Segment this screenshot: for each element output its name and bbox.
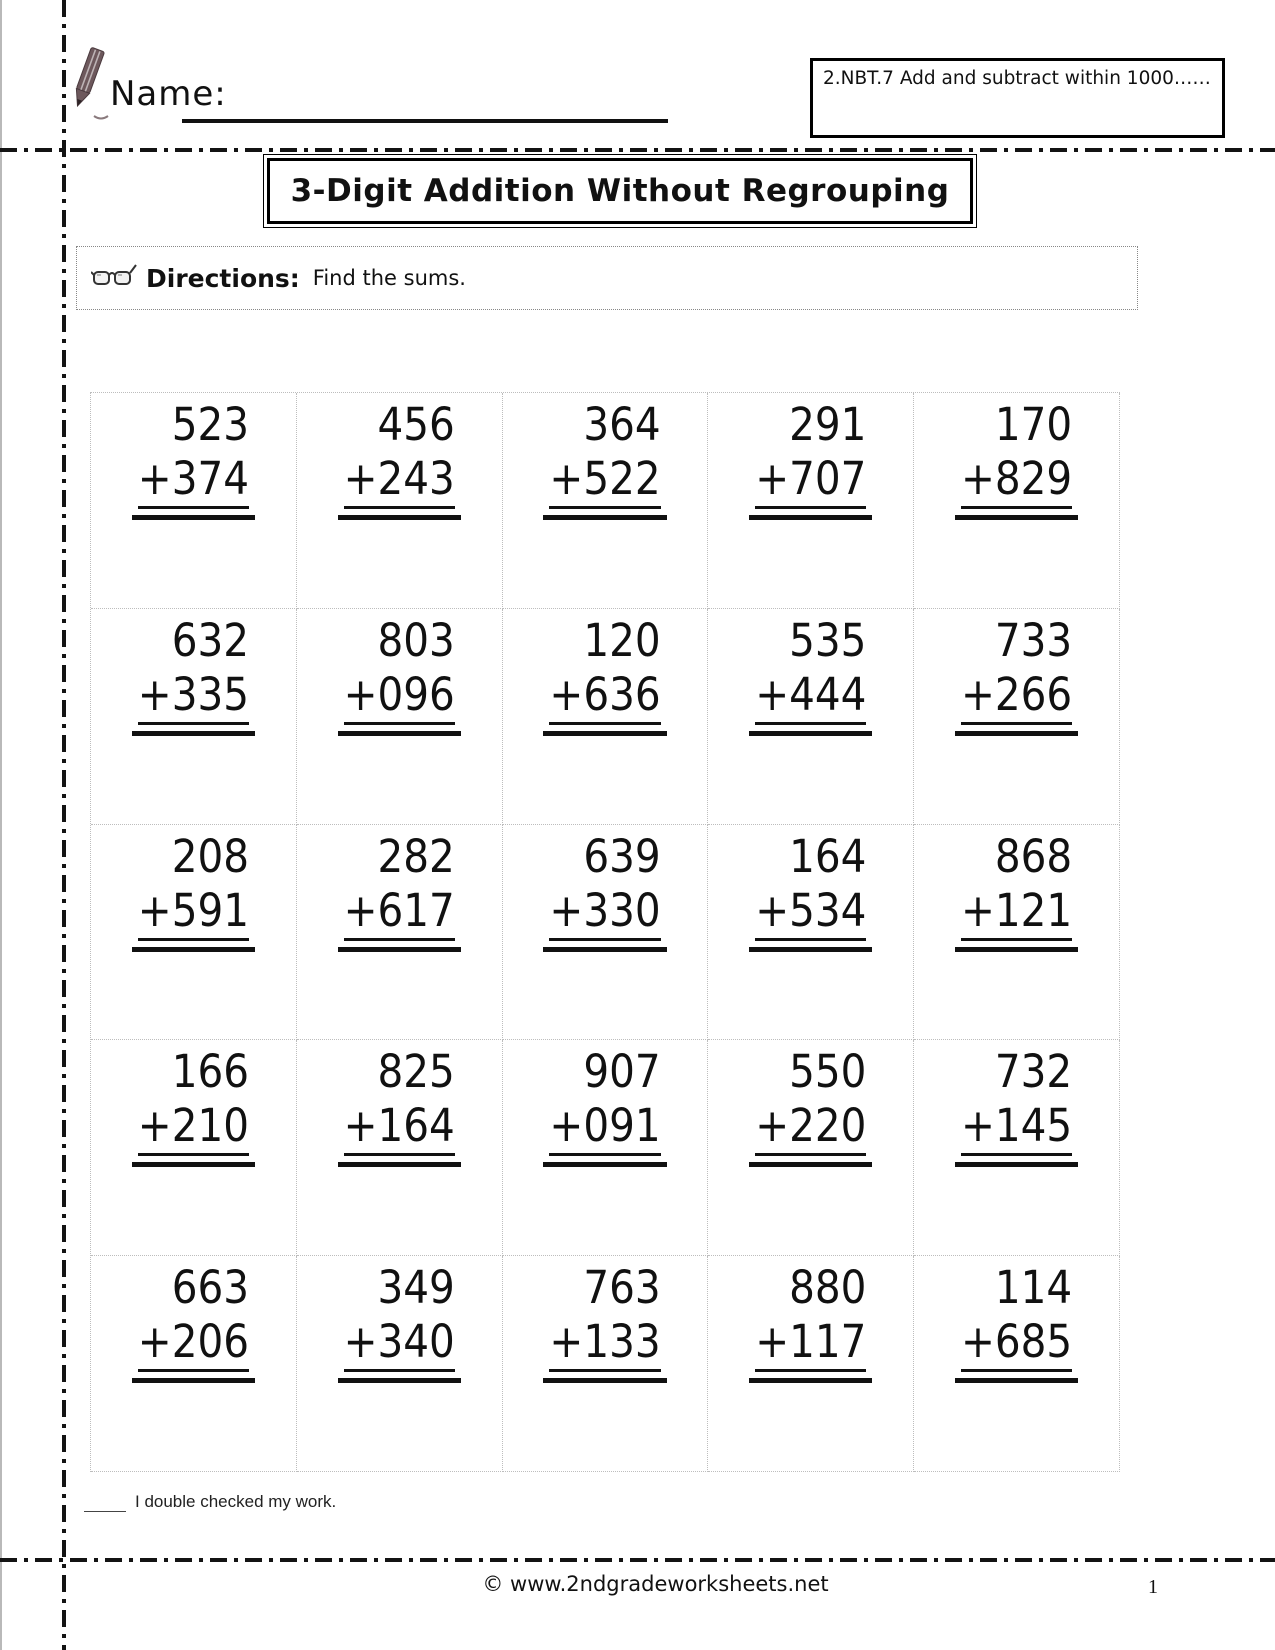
sum-answer-line bbox=[955, 947, 1078, 952]
addend-bottom-row bbox=[961, 668, 1072, 725]
sum-answer-line bbox=[338, 731, 461, 736]
addend-top: 632 bbox=[171, 613, 249, 667]
addend-bottom: +243 bbox=[344, 452, 455, 509]
addend-top: 456 bbox=[377, 398, 455, 451]
addend-bottom: +117 bbox=[755, 1315, 866, 1372]
addend-bottom: +091 bbox=[549, 1099, 660, 1156]
addition-problem bbox=[755, 1045, 866, 1167]
pencil-icon bbox=[64, 46, 112, 128]
problem-cell bbox=[91, 1256, 297, 1472]
addend-bottom: +340 bbox=[344, 1315, 455, 1372]
addend-bottom: +685 bbox=[961, 1315, 1072, 1372]
addend-bottom-row bbox=[961, 884, 1072, 941]
addend-bottom-row bbox=[344, 668, 455, 725]
addend-top: 114 bbox=[994, 1261, 1073, 1315]
title-box-inner bbox=[267, 158, 973, 224]
addend-bottom: +096 bbox=[344, 668, 455, 725]
addition-problem bbox=[138, 1261, 249, 1383]
problem-cell bbox=[91, 393, 297, 609]
addend-bottom-row bbox=[961, 452, 1072, 509]
addend-bottom: +121 bbox=[961, 884, 1072, 941]
addend-bottom-row bbox=[755, 1315, 866, 1372]
sum-answer-line bbox=[955, 515, 1078, 520]
sum-answer-line bbox=[338, 947, 461, 952]
addend-bottom: +707 bbox=[755, 452, 866, 509]
addend-top: 349 bbox=[377, 1261, 455, 1315]
addend-top: 208 bbox=[171, 829, 249, 883]
glasses-icon bbox=[91, 263, 137, 293]
page-edge-line bbox=[0, 0, 2, 1650]
addend-bottom-row bbox=[138, 1315, 249, 1372]
addend-bottom-row bbox=[755, 452, 866, 509]
directions-box bbox=[76, 246, 1138, 310]
addend-bottom-row bbox=[755, 1099, 866, 1156]
addend-bottom: +617 bbox=[344, 884, 455, 941]
sum-answer-line bbox=[955, 1162, 1078, 1167]
addend-top: 639 bbox=[583, 829, 661, 883]
sum-answer-line bbox=[132, 947, 255, 952]
addend-top: 170 bbox=[994, 398, 1073, 451]
problem-cell bbox=[914, 1256, 1120, 1472]
addition-problem bbox=[344, 1261, 455, 1383]
addend-bottom: +591 bbox=[138, 884, 249, 941]
addend-bottom-row bbox=[549, 884, 660, 941]
top-dashdot-divider bbox=[0, 148, 1275, 152]
addend-top: 907 bbox=[583, 1045, 661, 1099]
addend-bottom: +133 bbox=[549, 1315, 660, 1372]
addition-problem bbox=[961, 614, 1072, 736]
problem-cell bbox=[503, 1040, 709, 1256]
addition-problem bbox=[961, 1261, 1072, 1383]
addend-bottom-row bbox=[549, 452, 660, 509]
addend-bottom: +210 bbox=[138, 1099, 249, 1156]
addend-bottom: +444 bbox=[755, 668, 866, 725]
directions-text: Find the sums. bbox=[312, 266, 466, 290]
sum-answer-line bbox=[132, 1378, 255, 1383]
addend-bottom-row bbox=[138, 668, 249, 725]
addend-top: 166 bbox=[171, 1045, 249, 1099]
problem-cell bbox=[297, 393, 503, 609]
addend-top: 120 bbox=[583, 613, 661, 667]
addend-top: 825 bbox=[377, 1045, 455, 1099]
sum-answer-line bbox=[955, 1378, 1078, 1383]
addition-problem bbox=[344, 1045, 455, 1167]
problem-cell bbox=[708, 825, 914, 1041]
addition-problem bbox=[344, 830, 455, 952]
sum-answer-line bbox=[338, 515, 461, 520]
addition-problem bbox=[549, 830, 660, 952]
problem-cell bbox=[503, 393, 709, 609]
problem-cell bbox=[91, 1040, 297, 1256]
addition-problem bbox=[755, 830, 866, 952]
problem-cell bbox=[708, 1256, 914, 1472]
name-blank-line bbox=[182, 119, 668, 123]
addend-top: 164 bbox=[789, 829, 867, 883]
problem-cell bbox=[297, 609, 503, 825]
problem-cell bbox=[503, 825, 709, 1041]
standard-text: 2.NBT.7 Add and subtract within 1000…… bbox=[823, 68, 1211, 89]
problem-cell bbox=[708, 393, 914, 609]
addend-bottom-row bbox=[549, 668, 660, 725]
addition-problem bbox=[138, 398, 249, 520]
addition-problem bbox=[549, 398, 660, 520]
addition-problem bbox=[138, 830, 249, 952]
addend-bottom-row bbox=[138, 884, 249, 941]
directions-label: Directions: bbox=[146, 263, 300, 293]
addend-bottom-row bbox=[755, 668, 866, 725]
addition-problem bbox=[755, 1261, 866, 1383]
addend-bottom: +335 bbox=[138, 668, 249, 725]
sum-answer-line bbox=[543, 947, 666, 952]
addend-top: 868 bbox=[994, 829, 1073, 883]
addend-bottom: +829 bbox=[961, 452, 1072, 509]
sum-answer-line bbox=[338, 1378, 461, 1383]
addend-bottom: +145 bbox=[961, 1099, 1072, 1156]
addend-top: 732 bbox=[994, 1045, 1073, 1099]
sum-answer-line bbox=[132, 731, 255, 736]
problem-cell bbox=[297, 825, 503, 1041]
problems-grid bbox=[90, 392, 1120, 1472]
addition-problem bbox=[344, 398, 455, 520]
addition-problem bbox=[961, 1045, 1072, 1167]
page-number: 1 bbox=[1148, 1576, 1158, 1598]
sum-answer-line bbox=[749, 947, 872, 952]
problem-cell bbox=[91, 825, 297, 1041]
addend-bottom-row bbox=[138, 1099, 249, 1156]
addend-top: 663 bbox=[171, 1261, 249, 1315]
problem-cell bbox=[914, 393, 1120, 609]
double-check-row bbox=[84, 1492, 336, 1512]
addend-bottom: +266 bbox=[961, 668, 1072, 725]
sum-answer-line bbox=[749, 1378, 872, 1383]
sum-answer-line bbox=[543, 1162, 666, 1167]
addend-bottom: +534 bbox=[755, 884, 866, 941]
addend-top: 535 bbox=[789, 613, 867, 667]
addend-bottom-row bbox=[344, 452, 455, 509]
addition-problem bbox=[961, 830, 1072, 952]
addition-problem bbox=[961, 398, 1072, 520]
problem-cell bbox=[914, 609, 1120, 825]
problem-cell bbox=[914, 1040, 1120, 1256]
addition-problem bbox=[755, 614, 866, 736]
addend-bottom-row bbox=[549, 1315, 660, 1372]
addition-problem bbox=[138, 1045, 249, 1167]
addend-bottom-row bbox=[344, 884, 455, 941]
addend-top: 763 bbox=[583, 1261, 661, 1315]
sum-answer-line bbox=[749, 1162, 872, 1167]
addend-bottom: +374 bbox=[138, 452, 249, 509]
problem-cell bbox=[503, 609, 709, 825]
addend-bottom-row bbox=[138, 452, 249, 509]
copyright-text: © www.2ndgradeworksheets.net bbox=[482, 1572, 829, 1596]
addition-problem bbox=[549, 1045, 660, 1167]
addend-top: 733 bbox=[994, 613, 1073, 667]
name-label: Name: bbox=[110, 74, 227, 114]
addend-bottom-row bbox=[344, 1315, 455, 1372]
addend-top: 282 bbox=[377, 829, 455, 883]
addend-top: 880 bbox=[789, 1261, 867, 1315]
addend-top: 550 bbox=[789, 1045, 867, 1099]
addition-problem bbox=[755, 398, 866, 520]
sum-answer-line bbox=[955, 731, 1078, 736]
problem-cell bbox=[297, 1040, 503, 1256]
addition-problem bbox=[549, 614, 660, 736]
title-box bbox=[263, 154, 977, 228]
sum-answer-line bbox=[132, 515, 255, 520]
sum-answer-line bbox=[749, 731, 872, 736]
problem-cell bbox=[91, 609, 297, 825]
problem-cell bbox=[708, 1040, 914, 1256]
addend-bottom-row bbox=[344, 1099, 455, 1156]
sum-answer-line bbox=[749, 515, 872, 520]
addend-bottom: +220 bbox=[755, 1099, 866, 1156]
addend-bottom: +206 bbox=[138, 1315, 249, 1372]
sum-answer-line bbox=[338, 1162, 461, 1167]
addend-top: 291 bbox=[789, 398, 867, 451]
sum-answer-line bbox=[543, 1378, 666, 1383]
addend-bottom: +522 bbox=[549, 452, 660, 509]
addend-bottom-row bbox=[755, 884, 866, 941]
check-blank-line bbox=[84, 1496, 126, 1512]
addition-problem bbox=[138, 614, 249, 736]
problem-cell bbox=[503, 1256, 709, 1472]
left-dashdot-border bbox=[62, 0, 66, 1650]
check-text: I double checked my work. bbox=[135, 1492, 337, 1511]
addition-problem bbox=[344, 614, 455, 736]
sum-answer-line bbox=[132, 1162, 255, 1167]
addend-bottom-row bbox=[961, 1315, 1072, 1372]
page-title: 3-Digit Addition Without Regrouping bbox=[290, 173, 950, 209]
addend-top: 803 bbox=[377, 613, 455, 667]
bottom-dashdot-divider bbox=[0, 1558, 1275, 1562]
sum-answer-line bbox=[543, 731, 666, 736]
addend-bottom: +164 bbox=[344, 1099, 455, 1156]
addition-problem bbox=[549, 1261, 660, 1383]
standard-box bbox=[810, 58, 1225, 138]
addend-bottom-row bbox=[549, 1099, 660, 1156]
addend-bottom-row bbox=[961, 1099, 1072, 1156]
problem-cell bbox=[297, 1256, 503, 1472]
addend-top: 523 bbox=[171, 398, 249, 451]
addend-top: 364 bbox=[583, 398, 661, 451]
addend-bottom: +636 bbox=[549, 668, 660, 725]
addend-bottom: +330 bbox=[549, 884, 660, 941]
problem-cell bbox=[914, 825, 1120, 1041]
sum-answer-line bbox=[543, 515, 666, 520]
problem-cell bbox=[708, 609, 914, 825]
